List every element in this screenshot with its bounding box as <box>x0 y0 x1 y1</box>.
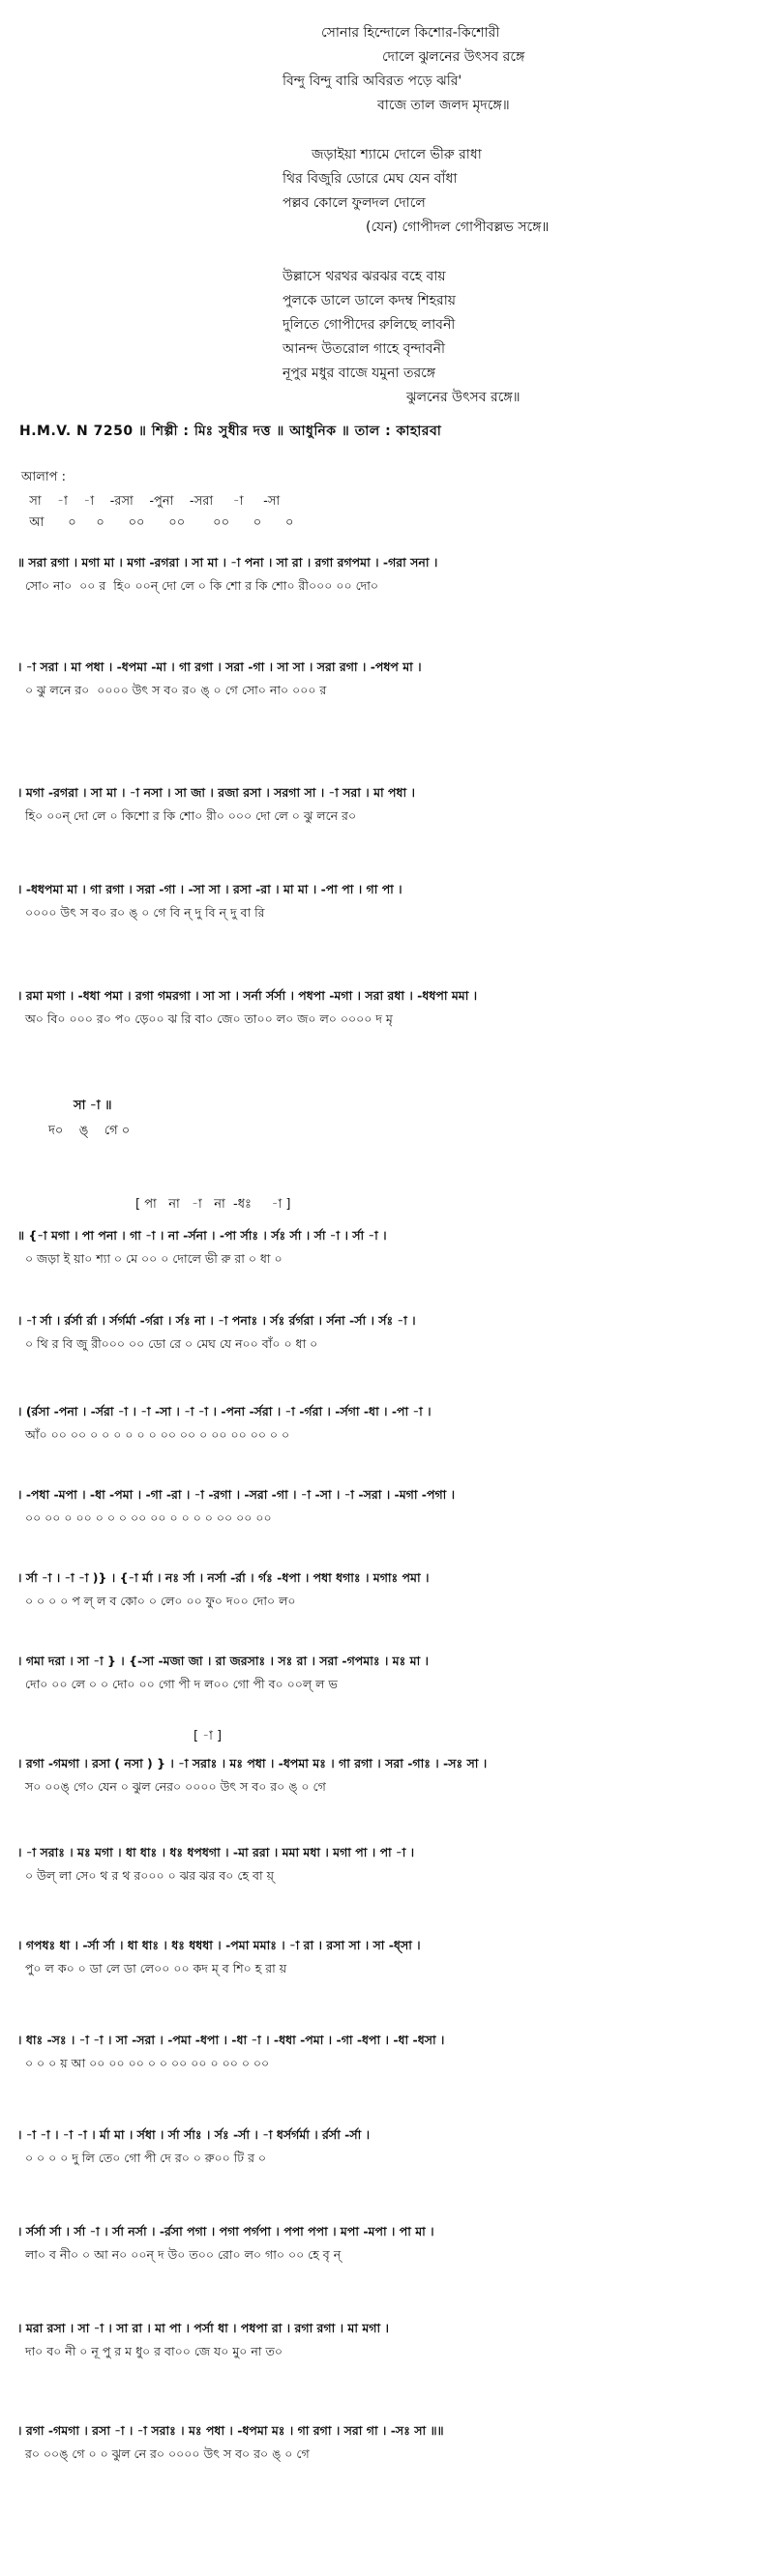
swara-line: ॥ সরা রগা । মগা মা । মগা -রগরা । সা মা । -া পনা । সা রা । রগা রগপমা । -গরা সনা । <box>17 555 438 570</box>
notation-row <box>17 551 762 598</box>
notation-row <box>17 2220 762 2267</box>
alap-swara: সা -া -া -রসা -পুনা -সরা -া -সা <box>21 494 281 509</box>
record-info-line: H.M.V. N 7250 ॥ শিল্পী : মিঃ সুধীর দত্ত ॥ আধুনিক ॥ তাল : কাহারবা <box>19 424 442 439</box>
lyric-line: হি০ ০০ন্ দো লে ০ কিশো র কি শো০ রী০ ০০০ দো লে ০ ঝু লনে র০ <box>17 808 357 823</box>
poem-stanza-1 <box>261 21 706 118</box>
notation-row <box>17 1752 762 1799</box>
lyric-poem <box>261 21 706 435</box>
swara-line: । গমা দরা । সা -া } । {-সা -মজা জা । রা জরসাঃ । সঃ রা । সরা -গপমাঃ । মঃ মা । <box>17 1654 430 1668</box>
poem-line: সোনার হিন্দোলে কিশোর-কিশোরী <box>321 25 500 41</box>
notation-row <box>17 781 762 828</box>
notation-row <box>17 2419 762 2466</box>
swara-line: । রগা -গমগা । রসা ( নসা ) } । -া সরাঃ । মঃ পধা । -ধপমা মঃ । গা রগা । সরা -গাঃ । -সঃ সা । <box>17 1756 488 1771</box>
end-mark-lyric: দ০ ঙ্ গে ০ <box>48 1124 131 1138</box>
lyric-line: ০০০০ উৎ স ব০ র০ ঙ্ ০ গে বি ন্ দু বি ন্ দু বা রি <box>17 905 265 920</box>
poem-line: (যেন) গোপীদল গোপীবল্লভ সঙ্গে॥ <box>366 220 550 235</box>
lyric-line: দো০ ০০ লে ০ ০ দো০ ০০ গো পী দ ল০০ গো পী ব০ ০০ল্ ল ভ <box>17 1677 338 1691</box>
notation-row <box>17 1400 762 1447</box>
notation-row <box>17 1566 762 1613</box>
notation-row <box>17 1483 762 1530</box>
lyric-line: র০ ০০ঙ্ গে ০ ০ ঝুল নে র০ ০০০০ উৎ স ব০ র০ ঙ্ ০ গে <box>17 2446 310 2461</box>
lyric-line: ০ ০ ০ ০ প ল্ ল ব কো০ ০ লে০ ০০ ফু০ দ০০ দো০ ল০ <box>17 1594 296 1608</box>
lyric-line: সো০ না০ ০০ র হি০ ০০ন্ দো লে ০ কি শো র কি শো০ রী০০০ ০০ দো০ <box>17 578 378 593</box>
notation-row <box>17 878 762 924</box>
poem-line: বাজে তাল জলদ মৃদঙ্গে॥ <box>377 98 510 113</box>
swara-line: । -ধধপমা মা । গা রগা । সরা -গা । -সা সা । রসা -রা । মা মা । -পা পা । গা পা । <box>17 882 402 896</box>
notation-row <box>17 2123 762 2170</box>
swara-line: । মগা -রগরা । সা মা । -া নসা । সা জা । রজা রসা । সরগা সা । -া সরা । মা পধা । <box>17 785 415 800</box>
lyric-line: আঁ০ ০০ ০০ ০ ০ ০ ০ ০ ০ ০০ ০০ ০ ০০ ০০ ০০ ০ ০ <box>17 1427 290 1442</box>
swara-line: । -পধা -মপা । -ধা -পমা । -গা -রা । -া -রগা । -সরা -গা । -া -সা । -া -সরা । -মগা -পগা । <box>17 1487 456 1502</box>
swara-line: ॥ {-া মগা । পা পনা । গা -া । না -র্সনা । -পা র্সাঃ । র্সঃ র্সা । র্সা -া । র্সা -া । <box>17 1228 387 1243</box>
notation-row <box>17 1224 762 1271</box>
lyric-line: ০ ০ ০ ০ দু লি তে০ গো পী দে র০ ০ রু০০ টি র ০ <box>17 2151 267 2165</box>
notation-row <box>17 1309 762 1356</box>
notation-row <box>17 984 762 1031</box>
poem-line: উল্লাসে থরথর ঝরঝর বহে বায় <box>283 269 446 284</box>
lyric-line: ০ জড়া ই য়া০ শ্যা ০ মে ০০ ০ দোলে ভী রু রা ০ ধা ০ <box>17 1251 283 1266</box>
poem-line: নূপুর মধুর বাজে যমুনা তরঙ্গে <box>283 366 436 381</box>
lyric-line: ০ ঝু লনে র০ ০০০০ উৎ স ব০ র০ ঙ্ ০ গে সো০ না০ ০০০ র <box>17 683 327 697</box>
swara-line: । -া সরাঃ । মঃ মগা । ধা ধাঃ । ধঃ ধপধগা । -মা ররা । মমা মধা । মগা পা । পা -া । <box>17 1845 415 1859</box>
swara-line: । র্সা -া । -া -া )} । {-া র্মা । নঃ র্সা । নর্সা -র্রা । র্গঃ -ধপা । পধা ধগাঃ । মগাঃ পমা । <box>17 1570 430 1585</box>
lyric-line: অ০ বি০ ০০০ র০ প০ ড়ে০০ ঝ রি বা০ জে০ তা০০ ল০ জ০ ল০ ০০০০ দ মৃ <box>17 1011 393 1026</box>
alap-section <box>21 468 757 534</box>
lyric-line: ০ থি র বি জু রী০০০ ০০ ডো রে ০ মেঘ যে ন০০ বাঁ০ ০ ধা ০ <box>17 1336 318 1351</box>
poem-line: আনন্দ উতরোল গাহে বৃন্দাবনী <box>283 341 445 357</box>
poem-line: দুলিতে গোপীদের রুলিছে লাবনী <box>283 317 456 333</box>
alap-lyric: আ ০ ০ ০০ ০০ ০০ ০ ০ <box>21 515 294 530</box>
lyric-line: লা০ ব নী০ ০ আ ন০ ০০ন্ দ উ০ ত০০ রো০ ল০ গা০ ০০ হে বৃ ন্ <box>17 2247 342 2262</box>
poem-line: বিন্দু বিন্দু বারি অবিরত পড়ে ঝরি' <box>283 73 462 89</box>
swara-line: । গপধঃ ধা । -র্সা র্সা । ধা ধাঃ । ধঃ ধধধা । -পমা মমাঃ । -া রা । রসা সা । সা -ধ্সা । <box>17 1938 421 1952</box>
lyric-line: পু০ ল ক০ ০ ডা লে ডা লে০০ ০০ কদ ম্ ব শি০ হ রা য় <box>17 1961 287 1976</box>
poem-stanza-3 <box>261 265 706 410</box>
lyric-line: ০০ ০০ ০ ০০ ০ ০ ০ ০০ ০০ ০ ০ ০ ০ ০০ ০০ ০০ <box>17 1510 272 1525</box>
poem-line: ঝুলনের উৎসব রঙ্গে॥ <box>406 390 521 405</box>
swara-line: । রমা মগা । -ধধা পমা । রগা গমরগা । সা সা । সর্না র্সর্সা । পধপা -মগা । সরা রধা । -ধধপা মমা । <box>17 988 478 1003</box>
swara-line: । -া র্সা । র্রর্সা র্রা । র্সর্গর্মা -র্গরা । র্সঃ না । -া পনাঃ । র্সঃ র্রর্গরা । র্সনা -র্সা । র্সঃ -া । <box>17 1313 416 1328</box>
bracket-note: [ -া ] <box>194 1729 223 1743</box>
poem-line: থির বিজুরি ডোরে মেঘ যেন বাঁধা <box>283 171 458 187</box>
notation-row <box>17 1934 762 1980</box>
poem-line: জড়াইয়া শ্যামে দোলে ভীরু রাধা <box>312 147 482 162</box>
poem-line: পল্লব কোলে ফুলদল দোলে <box>283 195 426 211</box>
poem-line: পুলকে ডালে ডালে কদম্ব শিহরায় <box>283 293 457 308</box>
bracket-note: [ পা না -া না -ধঃ -া ] <box>135 1197 291 1212</box>
notation-row <box>17 656 762 702</box>
lyric-line: স০ ০০ঙ্ গে০ যেন ০ ঝুল নের০ ০০০০ উৎ স ব০ র০ ঙ্ ০ গে <box>17 1779 326 1794</box>
notation-row <box>17 2029 762 2075</box>
notation-row <box>17 2317 762 2363</box>
alap-title: আলাপ : <box>21 470 66 484</box>
end-mark-swara: সা -া ॥ <box>74 1098 112 1113</box>
poem-line: দোলে ঝুলনের উৎসব রঙ্গে <box>382 49 525 65</box>
lyric-line: ০ ০ ০ য় আ ০০ ০০ ০০ ০ ০ ০০ ০০ ০ ০০ ০ ০০ <box>17 2056 270 2070</box>
swara-line: । -া -া । -া -া । র্মা মা । র্সধা । র্সা র্সাঃ । র্সঃ -র্সা । -া ধর্সর্গর্মা । র্রর্সা -র্সা । <box>17 2127 371 2142</box>
swara-line: । (র্রসা -পনা । -র্সরা -া । -া -সা । -া -া । -পনা -র্সরা । -া -র্গরা । -র্সগা -ধা । -পা -া । <box>17 1404 432 1419</box>
lyric-line: ০ উল্ লা সে০ থ র থ র০০০ ০ ঝর ঝর ব০ হে বা য়্ <box>17 1868 274 1883</box>
swara-line: । ধাঃ -সঃ । -া -া । সা -সরা । -পমা -ধপা । -ধা -া । -ধধা -পমা । -গা -ধপা । -ধা -ধসা । <box>17 2033 445 2047</box>
poem-stanza-2 <box>261 143 706 240</box>
swara-line: । -া সরা । মা পধা । -ধপমা -মা । গা রগা । সরা -গা । সা সা । সরা রগা । -পধপ মা । <box>17 659 422 674</box>
swara-line: । মরা রসা । সা -া । সা রা । মা পা । পর্সা ধা । পধপা রা । রগা রগা । মা মগা । <box>17 2321 389 2335</box>
notation-row <box>17 1650 762 1696</box>
lyric-line: দা০ ব০ নী ০ নূ পু র ম ধু০ র বা০০ জে য০ মু০ না ত০ <box>17 2344 283 2358</box>
notation-row <box>17 1841 762 1888</box>
swara-line: । র্সর্সা র্সা । র্সা -া । র্সা নর্সা । -র্রসা পগা । পগা পর্গপা । পপা পপা । মপা -মপা । পা মা । <box>17 2224 434 2239</box>
swara-line: । রগা -গমগা । রসা -া । -া সরাঃ । মঃ পধা । -ধপমা মঃ । গা রগা । সরা গা । -সঃ সা ॥॥ <box>17 2423 444 2438</box>
